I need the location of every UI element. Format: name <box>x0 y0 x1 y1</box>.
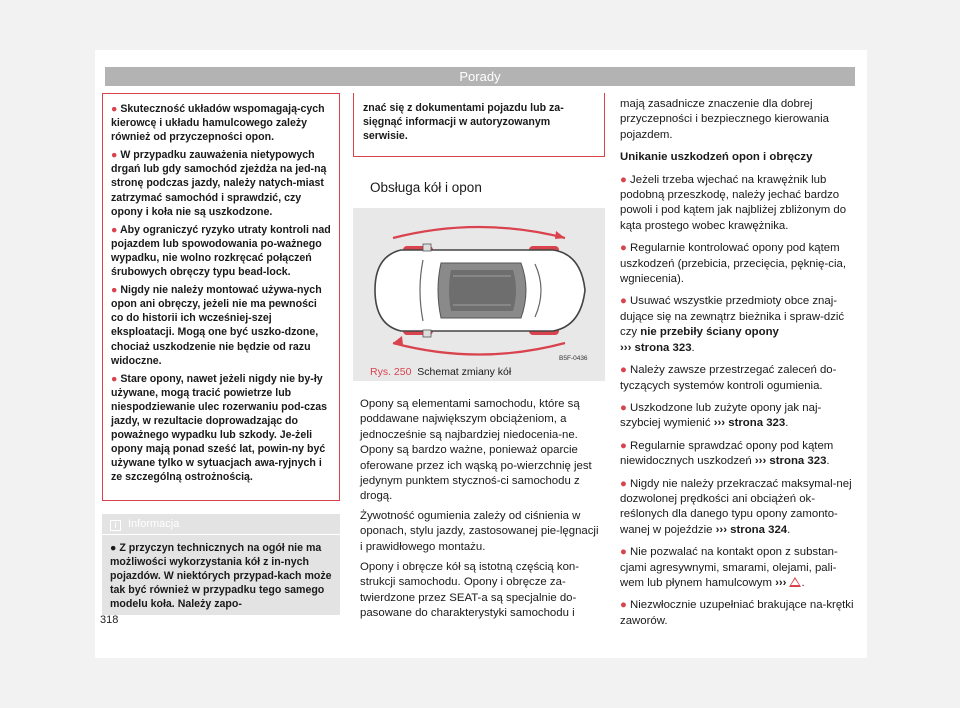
list-item: ● Usuwać wszystkie przedmioty obce znaj-dujące się na zewnątrz bieżnika i spraw-dzić czy nie przebiły ściany opony ››› strona 323. <box>620 295 845 354</box>
figure-code: B5F-0436 <box>559 355 588 362</box>
warning-item: ● Stare opony, nawet jeżeli nigdy nie by-ły używane, mogą tracić powietrze lub niespodziewanie ulec rozerwaniu pod-czas jazdy, w rezultacie doprowadzając do poważnego wypadku lub szkody. Je-żeli opony mają ponad sześć lat, powin-ny być używane tylko w sytuacjach awa-ryjnych i ze szczególną ostrożnością. <box>111 372 328 484</box>
warning-box <box>102 93 340 501</box>
right-column <box>620 97 857 636</box>
list-item: ● Jeżeli trzeba wjechać na krawężnik lub podobną przeszkodę, należy jechać bardzo powoli i pod kątem jak najbliżej zbliżonym do kąta prostego wobec krawężnika. <box>620 173 847 232</box>
list-item: ● Nie pozwalać na kontakt opon z substan-cjami agresywnymi, smarami, olejami, pali-wem lub płynem hamulcowym ››› . <box>620 546 838 589</box>
info-box <box>102 514 340 615</box>
warning-item: ● Skuteczność układów wspomagają-cych kierowcę i układu hamulcowego zależy również od przyczepności opon. <box>111 103 325 144</box>
paragraph: mają zasadnicze znaczenie dla dobrej przyczepności i bezpiecznego kierowania pojazdem. <box>620 98 829 141</box>
figure-caption-text: Schemat zmiany kół <box>417 366 512 378</box>
list-item: ● Należy zawsze przestrzegać zaleceń do-tyczących systemów kontroli ogumienia. <box>620 364 837 392</box>
page-reference-link[interactable]: ››› strona 323 <box>754 455 827 468</box>
car-top-view-illustration <box>353 208 605 381</box>
list-item: ● Regularnie kontrolować opony pod kątem uszkodzeń (przebicia, przecięcia, pęknię-cia, wgniecenia). <box>620 242 847 286</box>
page-reference-link[interactable]: ››› strona 323 <box>620 341 692 354</box>
list-item: ● Regularnie sprawdzać opony pod kątem niewidocznych uszkodzeń ››› strona 323. <box>620 439 834 468</box>
warning-item: ● Aby ograniczyć ryzyko utraty kontroli nad pojazdem lub spowodowania po-ważnego wypadku, nie wolno rozkręcać połączeń śrubowych obręczy typu bead-lock. <box>111 223 331 279</box>
page-reference-link[interactable]: ››› <box>775 576 787 589</box>
warning-item: ● W przypadku zauważenia nietypowych drgań lub gdy samochód zjeżdża na jed-ną stronę podczas jazdy, należy natych-miast zatrzymać samochód i sprawdzić, czy opony i koła nie są uszkodzone. <box>111 149 327 218</box>
page-reference-link[interactable]: ››› strona 323 <box>713 417 786 430</box>
paragraph: Opony są elementami samochodu, które są poddawane największym obciążeniom, a jednocześnie są najbardziej niedocenia-ne. Opony są bardzo ważne, ponieważ oparcie oferowane przez ich wąską po-wierzchnię jest jedynym punktem stycznoś-ci samochodu z drogą. <box>360 398 592 503</box>
figure-caption <box>370 366 511 378</box>
page-number: 318 <box>100 614 119 626</box>
warning-continuation: znać się z dokumentami pojazdu lub za-sięgnąć informacji w autoryzowanym serwisie. <box>353 93 605 157</box>
page-header: Porady <box>105 67 855 86</box>
warning-item: ● Nigdy nie należy montować używa-nych opon ani obręczy, jeżeli nie ma pewności co do historii ich wcześniej-szej eksploatacji. Mogą one być uszko-dzone, chociaż uszkodzenie nie będzie od razu widoczne. <box>111 284 322 367</box>
figure-label: Rys. 250 <box>370 366 412 378</box>
page-reference-link[interactable]: ››› strona 324 <box>715 523 788 536</box>
info-box-text: ● Z przyczyn technicznych na ogół nie ma możliwości wykorzystania kół z in-nych pojazdów. W niektórych przypad-kach może tak być również w przypadku tego samego modelu koła. Należy zapo- <box>110 542 332 611</box>
list-item: ● Niezwłocznie uzupełniać brakujące na-krętki zaworów. <box>620 599 854 627</box>
info-box-header <box>102 514 340 535</box>
section-title: Obsługa kół i opon <box>370 180 482 195</box>
figure-tire-rotation <box>353 208 605 381</box>
middle-column <box>353 93 605 157</box>
warning-icon[interactable] <box>789 577 801 587</box>
subheading: Unikanie uszkodzeń opon i obręczy <box>620 151 813 164</box>
list-item: ● Uszkodzone lub zużyte opony jak naj-szybciej wymienić ››› strona 323. <box>620 401 822 430</box>
info-box-title: Informacja <box>128 518 180 530</box>
info-icon: i <box>110 520 121 531</box>
list-item: ● Nigdy nie należy przekraczać maksymal-nej dozwolonej prędkości ani obciążeń ok-reślonych dla danego typu opony zamonto-wanej w pojeździe ››› strona 324. <box>620 477 852 536</box>
paragraph: Żywotność ogumienia zależy od ciśnienia w oponach, stylu jazdy, zastosowanej pie-lęgnacji i prawidłowego montażu. <box>360 510 599 553</box>
paragraph: Opony i obręcze kół są istotną częścią kon-strukcji samochodu. Opony i obręcze za-twierdzone przez SEAT-a są specjalnie do-pasowane do charakterystyki samochodu i <box>360 561 580 620</box>
